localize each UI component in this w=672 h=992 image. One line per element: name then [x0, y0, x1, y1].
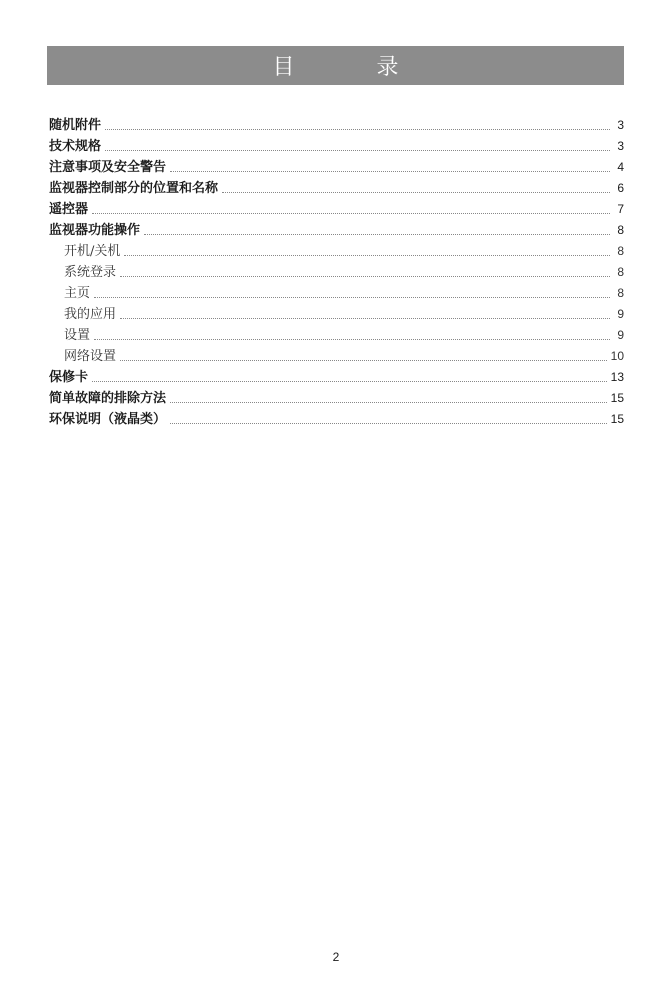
toc-leader-dots — [222, 191, 610, 193]
toc-leader-dots — [170, 170, 610, 172]
toc-leader-dots — [124, 254, 610, 256]
toc-subentry[interactable] — [49, 241, 624, 262]
page-number: 2 — [332, 950, 340, 964]
toc-entry-label: 监视器功能操作 — [49, 223, 141, 238]
toc-entry-label: 网络设置 — [64, 349, 117, 364]
toc-subentry[interactable] — [49, 325, 624, 346]
toc-entry-page: 10 — [610, 349, 624, 363]
toc-entry-label: 环保说明（液晶类） — [49, 412, 167, 427]
toc-entry-page: 9 — [617, 307, 624, 321]
toc-entry-page: 15 — [610, 412, 624, 426]
table-of-contents — [49, 115, 624, 430]
toc-leader-dots — [92, 380, 607, 382]
toc-leader-dots — [105, 128, 610, 130]
toc-entry[interactable] — [49, 388, 624, 409]
toc-entry-page: 8 — [617, 265, 624, 279]
toc-leader-dots — [170, 422, 607, 424]
toc-leader-dots — [92, 212, 610, 214]
toc-entry[interactable] — [49, 136, 624, 157]
toc-leader-dots — [170, 401, 607, 403]
toc-entry-page: 3 — [617, 139, 624, 153]
toc-entry[interactable] — [49, 178, 624, 199]
toc-entry-page: 8 — [617, 223, 624, 237]
toc-entry-label: 我的应用 — [64, 307, 117, 322]
toc-entry-label: 主页 — [64, 286, 91, 301]
toc-entry[interactable] — [49, 157, 624, 178]
toc-entry[interactable] — [49, 115, 624, 136]
toc-entry-page: 4 — [617, 160, 624, 174]
toc-entry-label: 简单故障的排除方法 — [49, 391, 167, 406]
toc-entry-label: 技术规格 — [49, 139, 102, 154]
toc-entry-page: 13 — [610, 370, 624, 384]
toc-entry-page: 7 — [617, 202, 624, 216]
toc-entry-label: 随机附件 — [49, 118, 102, 133]
toc-entry[interactable] — [49, 220, 624, 241]
toc-entry[interactable] — [49, 199, 624, 220]
title-bar — [47, 46, 624, 85]
toc-subentry[interactable] — [49, 283, 624, 304]
toc-leader-dots — [120, 317, 610, 319]
toc-entry-page: 6 — [617, 181, 624, 195]
toc-entry[interactable] — [49, 367, 624, 388]
toc-subentry[interactable] — [49, 262, 624, 283]
toc-entry[interactable] — [49, 409, 624, 430]
toc-entry-label: 开机/关机 — [64, 244, 121, 259]
toc-entry-page: 15 — [610, 391, 624, 405]
toc-entry-label: 遥控器 — [49, 202, 89, 217]
toc-leader-dots — [120, 359, 607, 361]
toc-leader-dots — [94, 296, 610, 298]
toc-entry-page: 8 — [617, 244, 624, 258]
page-title: 目 录 — [272, 55, 429, 80]
toc-entry-label: 设置 — [64, 328, 91, 343]
toc-entry-label: 保修卡 — [49, 370, 89, 385]
toc-entry-page: 9 — [617, 328, 624, 342]
toc-entry-label: 注意事项及安全警告 — [49, 160, 167, 175]
toc-entry-page: 8 — [617, 286, 624, 300]
toc-subentry[interactable] — [49, 304, 624, 325]
toc-leader-dots — [105, 149, 610, 151]
toc-entry-page: 3 — [617, 118, 624, 132]
toc-leader-dots — [94, 338, 610, 340]
toc-entry-label: 监视器控制部分的位置和名称 — [49, 181, 219, 196]
toc-leader-dots — [144, 233, 610, 235]
toc-subentry[interactable] — [49, 346, 624, 367]
toc-entry-label: 系统登录 — [64, 265, 117, 280]
toc-leader-dots — [120, 275, 610, 277]
